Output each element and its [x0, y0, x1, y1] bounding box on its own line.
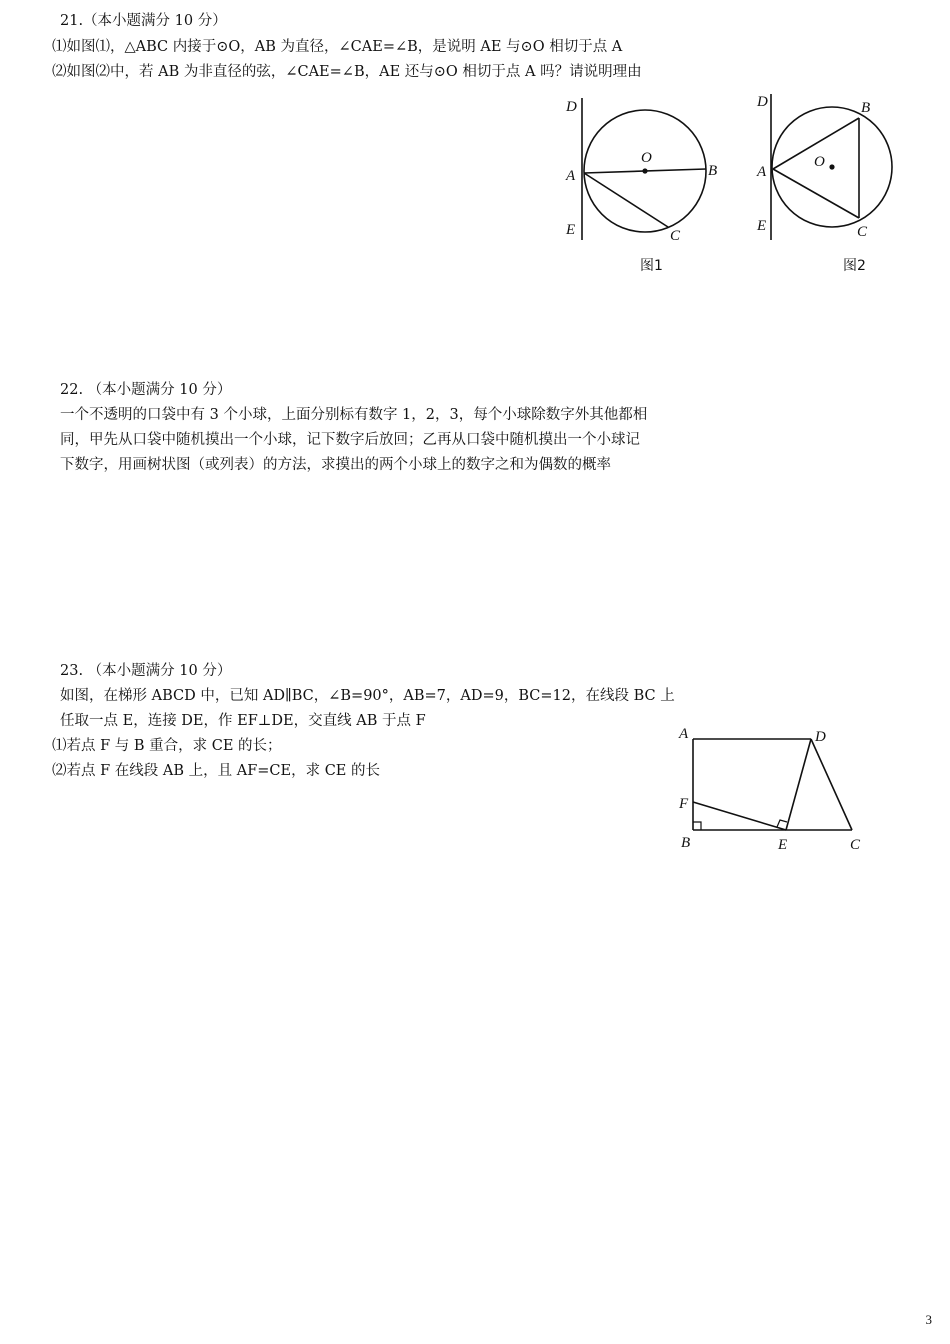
fig1-label-c: C — [670, 228, 681, 244]
q23-right-angle-b — [693, 822, 701, 830]
fig2-caption: 图2 — [843, 258, 866, 274]
q23-label-c: C — [850, 837, 861, 853]
q23-label-a: A — [679, 726, 689, 742]
fig2-label-d: D — [757, 94, 768, 110]
q23-line-4: ⑵若点 F 在线段 AB 上，且 AF=CE，求 CE 的长 — [52, 763, 380, 779]
fig2-label-b: B — [861, 100, 871, 116]
q23-segment-dc — [811, 739, 852, 830]
fig1-label-a: A — [566, 168, 576, 184]
q23-label-d: D — [815, 729, 826, 745]
q23-line-3: ⑴若点 F 与 B 重合，求 CE 的长； — [52, 738, 282, 754]
q23-right-angle-e — [777, 820, 787, 827]
q22-line-1: 一个不透明的口袋中有 3 个小球，上面分别标有数字 1，2，3，每个小球除数字外其他都相 — [60, 407, 648, 423]
fig1-label-o: O — [641, 150, 652, 166]
q23-header: 23. （本小题满分 10 分） — [60, 663, 232, 679]
q23-label-e: E — [778, 837, 788, 853]
q21-part1: ⑴如图⑴，△ABC 内接于⊙O，AB 为直径，∠CAE=∠B，是说明 AE 与⊙O 相切于点 A — [52, 39, 623, 55]
fig1-caption: 图1 — [640, 258, 663, 274]
q22-header: 22. （本小题满分 10 分） — [60, 382, 232, 398]
page-number: 3 — [925, 1312, 932, 1327]
q23-segment-de — [786, 739, 811, 830]
q23-label-b: B — [681, 835, 691, 851]
fig2-label-o: O — [814, 154, 825, 170]
fig1-label-e: E — [566, 222, 576, 238]
q22-line-2: 同，甲先从口袋中随机摸出一个小球，记下数字后放回；乙再从口袋中随机摸出一个小球记 — [60, 432, 640, 448]
fig1-label-d: D — [566, 99, 577, 115]
q22-line-3: 下数字，用画树状图（或列表）的方法，求摸出的两个小球上的数字之和为偶数的概率 — [60, 457, 611, 473]
q23-line-1: 如图，在梯形 ABCD 中，已知 AD∥BC，∠B=90°，AB=7，AD=9，BC=12，在线段 BC 上 — [60, 688, 675, 704]
q23-label-f: F — [679, 796, 689, 812]
fig1-label-b: B — [708, 163, 718, 179]
q23-line-2: 任取一点 E，连接 DE，作 EF⊥DE，交直线 AB 于点 F — [60, 713, 426, 729]
fig2-label-c: C — [857, 224, 868, 240]
q23-geometry — [693, 739, 852, 830]
fig2-label-e: E — [757, 218, 767, 234]
q23-segment-ef — [693, 802, 786, 830]
fig2-label-a: A — [757, 164, 767, 180]
q21-header: 21.（本小题满分 10 分） — [60, 13, 227, 29]
q21-part2: ⑵如图⑵中，若 AB 为非直径的弦，∠CAE=∠B，AE 还与⊙O 相切于点 A 吗？请说明理由 — [52, 64, 642, 80]
